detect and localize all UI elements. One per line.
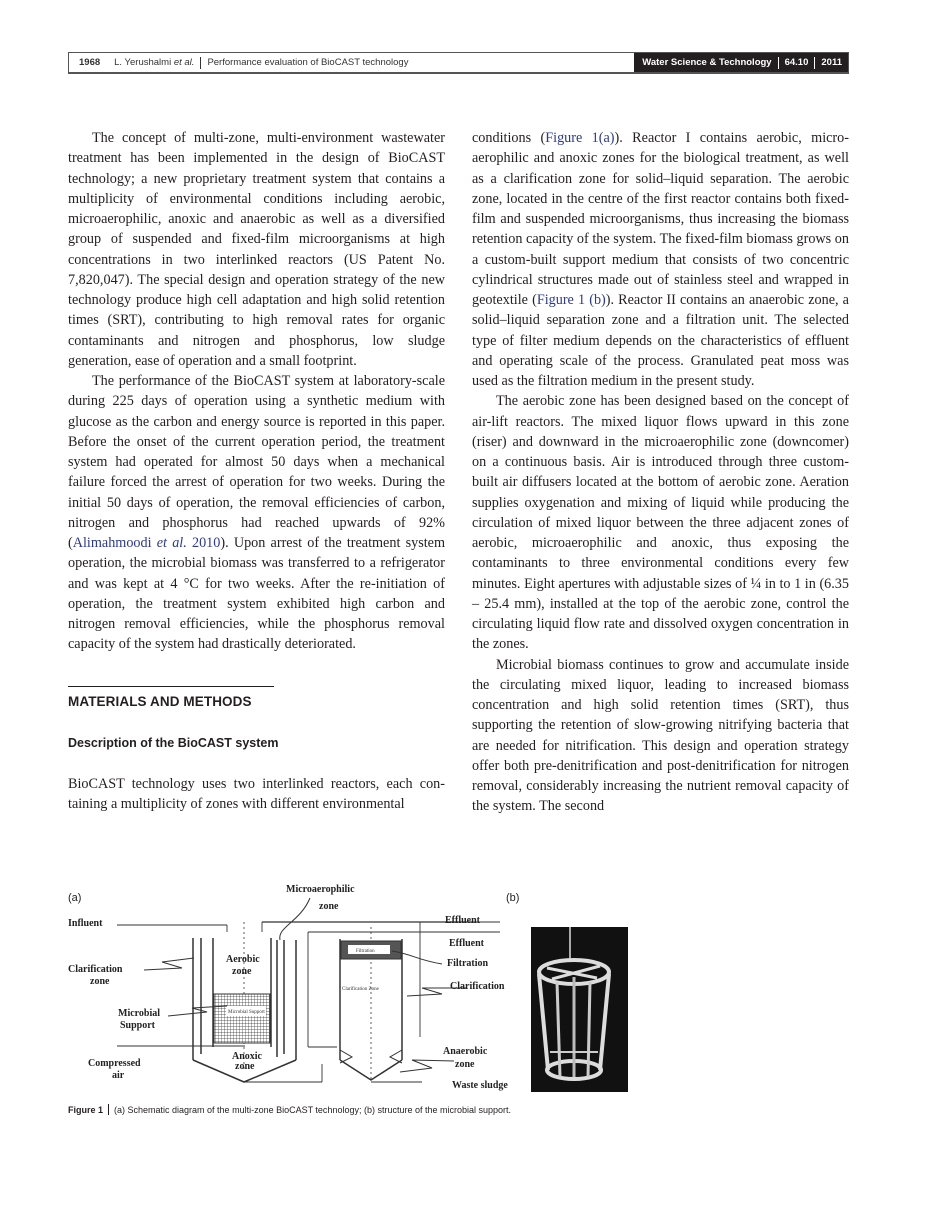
panel-a-label: (a)	[68, 892, 82, 904]
header-divider	[778, 57, 779, 69]
authors-etal: et al.	[173, 57, 195, 68]
microbial-support-block	[214, 994, 270, 1043]
label-effluent-1: Effluent	[445, 915, 480, 926]
citation-etal: et al.	[156, 535, 187, 551]
right-column	[472, 128, 849, 817]
left-column	[68, 128, 445, 815]
section-rule	[68, 686, 274, 687]
figure-caption-text: (a) Schematic diagram of the multi-zone BioCAST technology; (b) structure of the microbial support.	[114, 1104, 512, 1115]
label-anoxic-zone: zone	[235, 1061, 255, 1072]
paragraph: BioCAST technology uses two interlinked reactors, each containing a multiplicity of zones with different environmental	[68, 776, 445, 813]
label-influent: Influent	[68, 918, 103, 929]
subsection-title: Description of the BioCAST system	[68, 735, 279, 750]
journal-name: Water Science & Technology	[642, 57, 772, 68]
figure-link[interactable]: Figure 1(a)	[545, 130, 615, 146]
label-aerobic: Aerobic	[226, 954, 260, 965]
label-clarification-zone: Clarification	[68, 964, 123, 975]
label-anaerobic-zone: zone	[455, 1059, 475, 1070]
header-authors	[114, 57, 194, 68]
volume-issue: 64.10	[784, 57, 809, 68]
citation-link[interactable]	[73, 535, 221, 551]
paragraph-text: ). Reactor II contains an anaerobic zone, a solid–liquid separation zone and a filtration unit. The selected type of filter medium depends on the characteristics of effluent and operating scale of the process. Granulated peat moss was used as the filtration medium in the present study.	[472, 292, 849, 389]
label-waste-sludge: Waste sludge	[452, 1080, 508, 1091]
label-microaerophilic-zone: zone	[319, 901, 339, 912]
paragraph	[472, 128, 849, 391]
figure-1	[62, 882, 632, 1092]
label-clarification-zone-2: zone	[90, 976, 110, 987]
paragraph: Microbial biomass continues to grow and accumulate inside the circulating mixed liquor, leading to increased biomass concentration and high solid retention times (SRT), thus supporting the retention of slow-growing nitrifying bacteria that are needed for nitrification. This design and operation strategy offer both pre-denitrification and post-denitrification for nitrogen removal, considerably increasing the nutrient removal capacity of the system. The second	[472, 656, 849, 815]
label-effluent-2: Effluent	[449, 938, 484, 949]
header-left	[69, 57, 634, 69]
filtration-inner-label: Filtration	[356, 949, 375, 954]
figure-caption-label: Figure 1	[68, 1104, 104, 1115]
paragraph-text: ). Reactor I contains aerobic, microaerophilic and anoxic zones for the biological treatment, as well as a clarification zone for solid–liquid separation. The aerobic zone, located in the centre of the first reactor contains both fixed-film and suspended microorganisms, thus increasing the biomass retention capacity of the system. The fixed-film biomass grows on a custom-built support medium that consists of two concentric cylindrical structures made out of stainless steel and wrapped in geotextile (	[472, 130, 849, 308]
label-filtration: Filtration	[447, 958, 489, 969]
microbial-support-photo	[531, 927, 628, 1092]
paragraph-text: The performance of the BioCAST system at laboratory-scale during 225 days of operation using a synthetic medium with glucose as the carbon and energy source is reported in this paper. Before the onset of the current operation period, the treatment system had operated for almost 50 days when a mechanical failure forced the arrest of operation for two weeks. During the initial 50 days of operation, the removal efficiencies of carbon, nitrogen and phosphorus had reached upwards of 92% (	[68, 373, 445, 551]
header-divider	[814, 57, 815, 69]
figure-caption	[68, 1104, 511, 1115]
section-title: MATERIALS AND METHODS	[68, 693, 252, 709]
figure-link[interactable]: Figure 1 (b)	[536, 292, 606, 308]
citation-author: Alimahmoodi	[72, 535, 157, 551]
running-header	[68, 52, 849, 74]
microbial-support-inner-label: Microbial Support	[228, 1010, 265, 1015]
paragraph	[68, 371, 445, 655]
paragraph-text: ). Upon arrest of the treatment system operation, the microbial biomass was transferred to a refrigerator and was kept at 4 °C for two weeks. After the re-initiation of operation, the treatment system exhibited high carbon and nitrogen removal efficiencies, while the phosphorus removal capacity of the system had drastically deteriorated.	[68, 535, 445, 653]
label-anoxic: Anoxic	[232, 1051, 262, 1062]
label-clarification: Clarification	[450, 981, 505, 992]
page-number: 1968	[79, 57, 101, 68]
clarification-inner-label: Clarification Zone	[342, 987, 379, 992]
label-compressed-air-2: air	[112, 1070, 125, 1081]
authors-name: L. Yerushalmi	[114, 57, 174, 68]
label-aerobic-zone: zone	[232, 966, 252, 977]
label-compressed-air: Compressed	[88, 1058, 141, 1069]
label-microbial-support: Microbial	[118, 1008, 161, 1019]
caption-divider	[108, 1104, 109, 1115]
header-divider	[200, 57, 201, 69]
paragraph: The concept of multi-zone, multi-environment wastewater treatment has been implemented in the design of BioCAST technology; a new proprietary treatment system that contains a multiplicity of environmental conditions including aerobic, microaerophilic, anoxic and anaerobic as well as a diversified group of suspended and fixed-film microorganisms at high concentrations in two interlinked reactors (US Patent No. 7,820,047). The special design and operation strategy of the new technology produce high cell adaptation and high solid retention times (SRT), contributing to high removal rates for organic contaminants and nitrogen and phosphorus, low sludge generation, ease of operation and a small footprint.	[68, 130, 445, 369]
journal-badge	[634, 53, 848, 72]
article-title: Performance evaluation of BioCAST technology	[207, 57, 409, 68]
paragraph: The aerobic zone has been designed based on the concept of air-lift reactors. The mixed liquor flows upward in this zone (riser) and downward in the microaerophilic zone (downcomer) on a continuous basis. Air is introduced through three custom-built air diffusers located at the bottom of aerobic zone. Aeration supplies oxygenation and mixing of liquid while producing the circulation of mixed liquor between the three adjacent zones of aerobic, microaerophilic and anoxic, thus exposing the contaminants to three environmental conditions every few minutes. Eight apertures with adjustable sizes of ¼ in to 1 in (6.35 – 25.4 mm), installed at the top of the aerobic zone, control the circulating liquid flow rate and dissolved oxygen concentration in the zones.	[472, 393, 849, 653]
year: 2011	[821, 57, 842, 68]
label-microaerophilic: Microaerophilic	[286, 884, 355, 895]
paragraph-text: conditions (	[472, 130, 546, 146]
citation-year: 2010	[186, 535, 221, 551]
label-microbial-support-2: Support	[120, 1020, 156, 1031]
label-anaerobic: Anaerobic	[443, 1046, 488, 1057]
figure-1-diagram	[62, 882, 632, 1092]
panel-b-label: (b)	[506, 892, 520, 904]
